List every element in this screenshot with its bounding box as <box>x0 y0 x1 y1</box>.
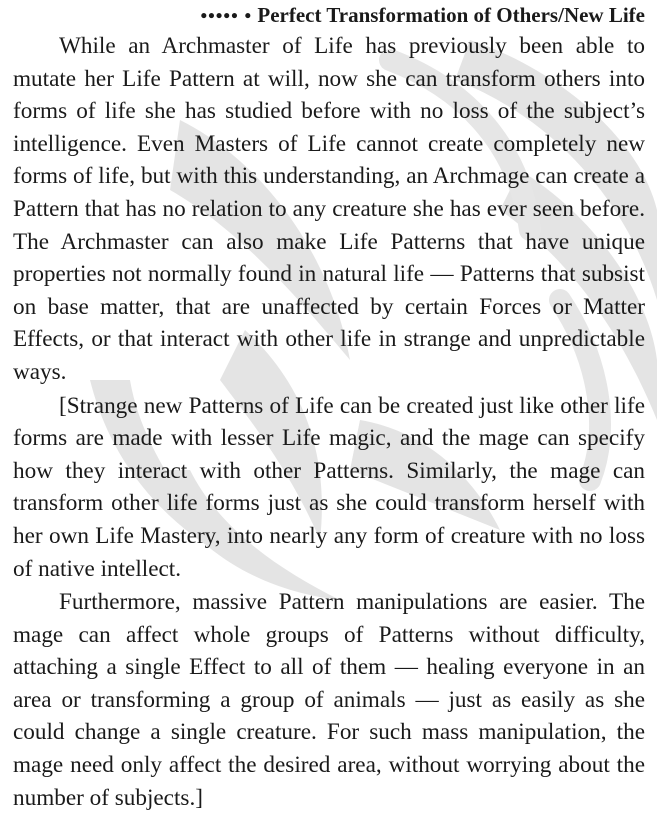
body-paragraph-3: Furthermore, massive Pattern manipulations are easier. The mage can affect whole groups of Patterns without difficulty, attaching a single Effect to all of them — healing everyone in an area or transforming a group of animals — just as easily as she could change a single creature. For such mass manipulation, the mage need only affect the desired area, without worrying about the number of subjects.] <box>13 589 645 811</box>
section-heading <box>13 0 645 30</box>
body-paragraph-2: [Strange new Patterns of Life can be created just like other life forms are made with lesser Life magic, and the mage can specify how they interact with other Patterns. Similarly, the mage can transform other life forms just as she could transform herself with her own Life Mastery, into nearly any form of creature with no loss of native intellect. <box>13 392 645 582</box>
rank-dots: ••••• • <box>200 6 253 27</box>
section-title: Perfect Transformation of Others/New Life <box>257 3 645 27</box>
body-paragraph-1: While an Archmaster of Life has previously been able to mutate her Life Pattern at will, now she can transform others into forms of life she has studied before with no loss of the subject’s intelligence. Even Masters of Life cannot create completely new forms of life, but with this understanding, an Archmage can create a Pattern that has no relation to any creature she has ever seen before. The Archmaster can also make Life Patterns that have unique properties not normally found in natural life — Patterns that subsist on base matter, that are unaffected by certain Forces or Matter Effects, or that interact with other life in strange and unpredictable ways. <box>13 33 645 385</box>
